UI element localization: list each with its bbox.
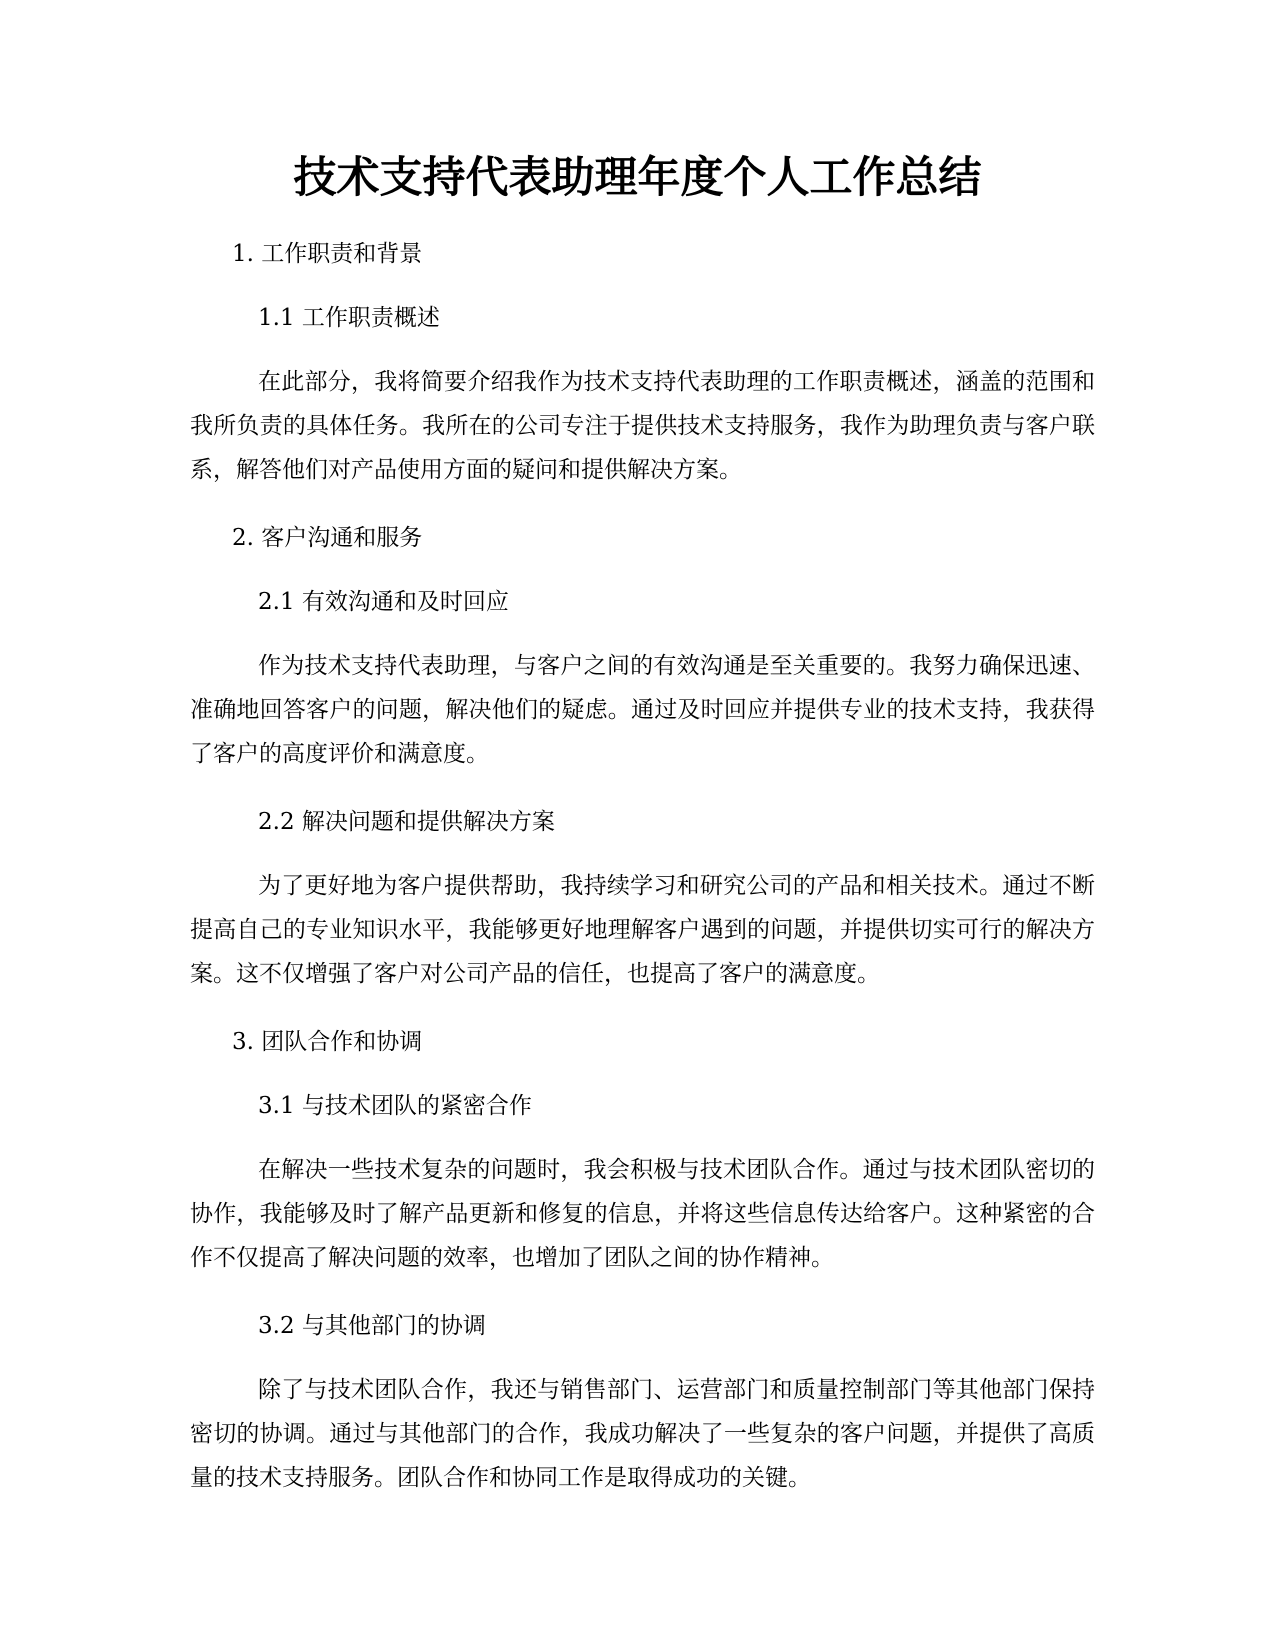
document-title: 技术支持代表助理年度个人工作总结: [293, 153, 982, 203]
section-heading-2: 2. 客户沟通和服务: [232, 525, 423, 551]
section-heading-3: 3. 团队合作和协调: [232, 1029, 423, 1055]
paragraph-1-1: 在此部分，我将简要介绍我作为技术支持代表助理的工作职责概述，涵盖的范围和我所负责的具体任务。我所在的公司专注于提供技术支持服务，我作为助理负责与客户联系，解答他们对产品使用方面的疑问和提供解决方案。: [190, 369, 1095, 483]
subsection-heading-2-2: 2.2 解决问题和提供解决方案: [258, 809, 555, 835]
subsection-heading-3-2: 3.2 与其他部门的协调: [258, 1313, 486, 1339]
subsection-heading-1-1: 1.1 工作职责概述: [258, 305, 440, 331]
subsection-heading-2-1: 2.1 有效沟通和及时回应: [258, 589, 509, 615]
paragraph-2-2: 为了更好地为客户提供帮助，我持续学习和研究公司的产品和相关技术。通过不断提高自己的专业知识水平，我能够更好地理解客户遇到的问题，并提供切实可行的解决方案。这不仅增强了客户对公司产品的信任，也提高了客户的满意度。: [190, 873, 1095, 987]
paragraph-3-2: 除了与技术团队合作，我还与销售部门、运营部门和质量控制部门等其他部门保持密切的协调。通过与其他部门的合作，我成功解决了一些复杂的客户问题，并提供了高质量的技术支持服务。团队合作和协同工作是取得成功的关键。: [190, 1377, 1095, 1491]
subsection-heading-3-1: 3.1 与技术团队的紧密合作: [258, 1093, 532, 1119]
paragraph-3-1: 在解决一些技术复杂的问题时，我会积极与技术团队合作。通过与技术团队密切的协作，我能够及时了解产品更新和修复的信息，并将这些信息传达给客户。这种紧密的合作不仅提高了解决问题的效率，也增加了团队之间的协作精神。: [190, 1157, 1095, 1271]
section-heading-1: 1. 工作职责和背景: [232, 241, 423, 267]
paragraph-2-1: 作为技术支持代表助理，与客户之间的有效沟通是至关重要的。我努力确保迅速、准确地回答客户的问题，解决他们的疑虑。通过及时回应并提供专业的技术支持，我获得了客户的高度评价和满意度。: [190, 653, 1095, 767]
